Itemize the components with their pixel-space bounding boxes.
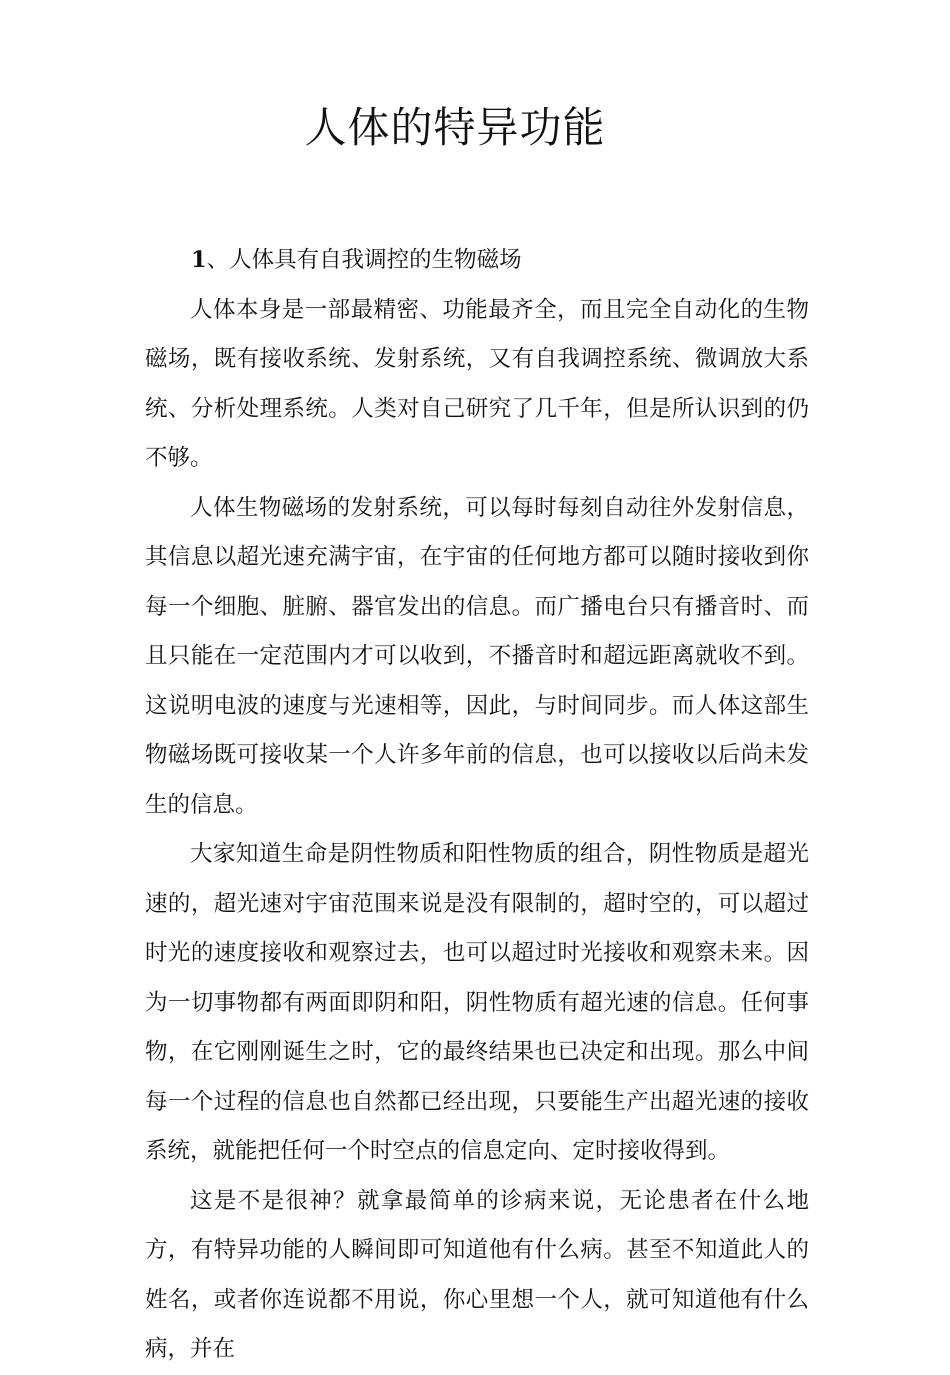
paragraph-3: 大家知道生命是阴性物质和阳性物质的组合，阴性物质是超光速的，超光速对宇宙范围来说是没有限制的，超时空的，可以超过时光的速度接收和观察过去，也可以超过时光接收和观察未来。因为一切事物都有两面即阴和阳，阴性物质有超光速的信息。任何事物，在它刚刚诞生之时，它的最终结果也已决定和出现。那么中间每一个过程的信息也自然都已经出现，只要能生产出超光速的接收系统，就能把任何一个时空点的信息定向、定时接收得到。 bbox=[145, 841, 809, 1164]
document-body bbox=[145, 236, 809, 1375]
document-title: 人体的特异功能 bbox=[304, 103, 606, 152]
section-heading bbox=[145, 236, 809, 286]
paragraph-4: 这是不是很神？就拿最简单的诊病来说，无论患者在什么地方，有特异功能的人瞬间即可知道他有什么病。甚至不知道此人的姓名，或者你连说都不用说，你心里想一个人，就可知道他有什么病，并在 bbox=[145, 1187, 809, 1362]
section-number: 1 bbox=[191, 247, 207, 273]
paragraph-1: 人体本身是一部最精密、功能最齐全，而且完全自动化的生物磁场，既有接收系统、发射系统，又有自我调控系统、微调放大系统、分析处理系统。人类对自己研究了几千年，但是所认识到的仍不够。 bbox=[145, 296, 809, 471]
paragraph-2: 人体生物磁场的发射系统，可以每时每刻自动往外发射信息，其信息以超光速充满宇宙，在宇宙的任何地方都可以随时接收到你每一个细胞、脏腑、器官发出的信息。而广播电台只有播音时、而且只能在一定范围内才可以收到，不播音时和超远距离就收不到。这说明电波的速度与光速相等，因此，与时间同步。而人体这部生物磁场既可接收某一个人许多年前的信息，也可以接收以后尚未发生的信息。 bbox=[145, 494, 809, 818]
section-heading-text: 、人体具有自我调控的生物磁场 bbox=[206, 247, 522, 273]
